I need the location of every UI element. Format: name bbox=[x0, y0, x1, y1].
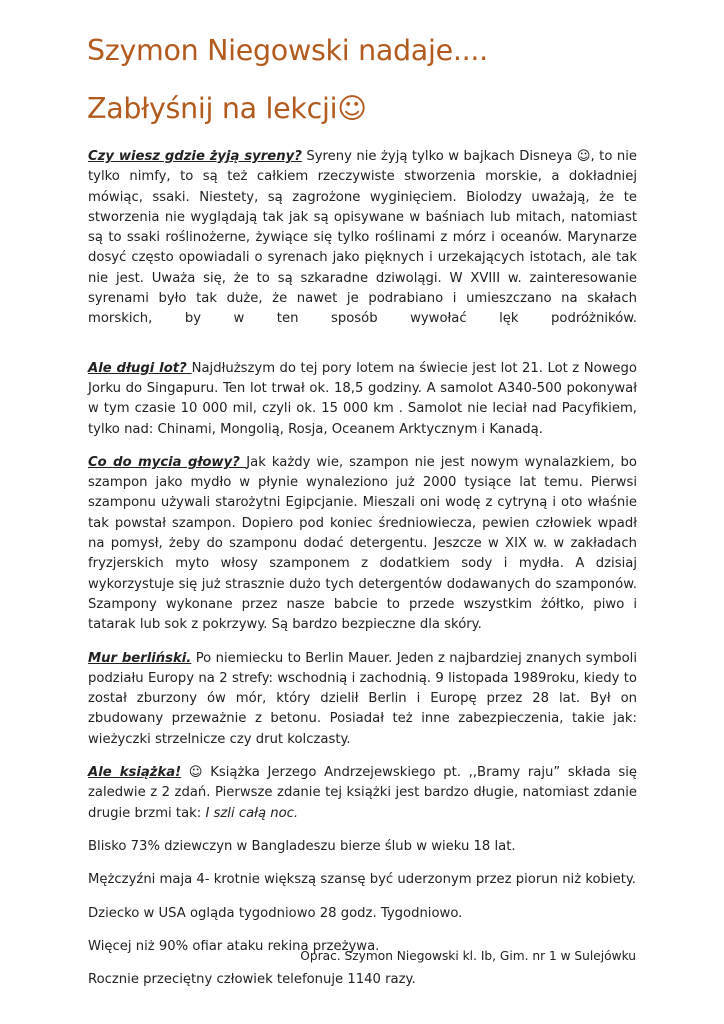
title-line-1: Szymon Niegowski nadaje.... bbox=[87, 34, 488, 67]
paragraph-lead: Co do mycia głowy? bbox=[88, 454, 247, 470]
paragraph-shampoo bbox=[88, 453, 637, 636]
book-quote: I szli całą noc. bbox=[205, 805, 299, 821]
paragraph-text: Najdłuższym do tej pory lotem na świecie jest lot 21. Lot z Nowego Jorku do Singapuru. Ten lot trwał ok. 18,5 godziny. A samolot A340-500 pokonywał w tym czasie 10 000 mil, czyli ok. 15 000 km . Samolot nie leciał nad Pacyfikiem, tylko nad: Chinami, Mongolią, Rosja, Oceanem Arktycznym i Kanadą. bbox=[88, 360, 637, 437]
fact-item: Blisko 73% dziewczyn w Bangladeszu bierze ślub w wieku 18 lat. bbox=[88, 838, 516, 854]
paragraph-text: Syreny nie żyją tylko w bajkach Disneya ☺, to nie tylko nimfy, to są też całkiem rzeczywiste stworzenia morskie, a dokładniej mówiąc, ssaki. Niestety, są zagrożone wyginięciem. Biolodzy uważają, że te stworzenia nie wyglądają tak jak są opisywane w baśniach lub mitach, natomiast są to ssaki roślinożerne, żywiące się tylko roślinami z mórz i oceanów. Marynarze dosyć często opowiadali o syrenach jako pięknych i urzekających istotach, ale tak nie jest. Uważa się, że to są szkaradne dziwolągi. W XVIII w. zainteresowanie syrenami było tak duże, że nawet je podrabiano i umieszczano na skałach morskich, by w ten sposób wywołać lęk podróżników. bbox=[88, 149, 638, 327]
fact-item: Mężczyźni maja 4- krotnie większą szansę być uderzonym przez piorun niż kobiety. bbox=[88, 872, 636, 888]
paragraph-lead: Mur berliński. bbox=[88, 650, 192, 666]
author-footer: Oprac. Szymon Niegowski kl. Ib, Gim. nr 1 w Sulejówku bbox=[300, 949, 636, 963]
article-body bbox=[88, 147, 637, 1003]
paragraph-long-flight bbox=[88, 359, 637, 440]
paragraph-book bbox=[88, 763, 637, 824]
fact-item: Dziecko w USA ogląda tygodniowo 28 godz. Tygodniowo. bbox=[88, 905, 463, 921]
fact-item: Rocznie przeciętny człowiek telefonuje 1140 razy. bbox=[88, 972, 416, 988]
paragraph-text: Jak każdy wie, szampon nie jest nowym wynalazkiem, bo szampon jako mydło w płynie wynaleziono już 2000 tysiące lat temu. Pierwsi szamponu używali starożytni Egipcjanie. Mieszali oni wodę z cytryną i oto właśnie tak powstał szampon. Dopiero pod koniec średniowiecza, pewien człowiek wpadł na pomysł, żeby do szamponu dodać detergentu. Jeszcze w XIX w. w zakładach fryzjerskich myto włosy szamponem z dodatkiem sody i mydła. A dzisiaj wykorzystuje się już strasznie dużo tych detergentów dodawanych do szamponów. Szampony wykonane przez nasze babcie to przede wszystkim żółtko, piwo i tatarak lub sok z pokrzywy. Są bardzo bezpieczne dla skóry. bbox=[88, 454, 637, 633]
paragraph-berlin-wall bbox=[88, 649, 637, 750]
paragraph-mermaids bbox=[88, 147, 637, 330]
paragraph-text: Po niemiecku to Berlin Mauer. Jeden z najbardziej znanych symboli podziału Europy na 2 strefy: wschodnią i zachodnią. 9 listopada 1989roku, kiedy to został zburzony ów mór, który dzielił Berlin i Europę przez 28 lat. Był on zbudowany przeważnie z betonu. Posiadał też inne zabezpieczenia, takie jak: wieżyczki strzelnicze czy drut kolczasty. bbox=[88, 650, 638, 747]
spacer bbox=[88, 343, 637, 359]
title-line-2: Zabłyśnij na lekcji☺ bbox=[87, 92, 367, 125]
paragraph-text: ☺ Książka Jerzego Andrzejewskiego pt. ,,Bramy raju” składa się zaledwie z 2 zdań. Pierwsze zdanie tej książki jest bardzo długie, natomiast zdanie drugie brzmi tak: bbox=[88, 765, 637, 821]
fact-item: Więcej niż 90% ofiar ataku rekina przeżywa. bbox=[88, 938, 380, 954]
paragraph-lead: Czy wiesz gdzie żyją syreny? bbox=[88, 149, 302, 164]
paragraph-lead: Ale długi lot? bbox=[88, 360, 192, 376]
paragraph-lead: Ale książka! bbox=[88, 765, 182, 781]
